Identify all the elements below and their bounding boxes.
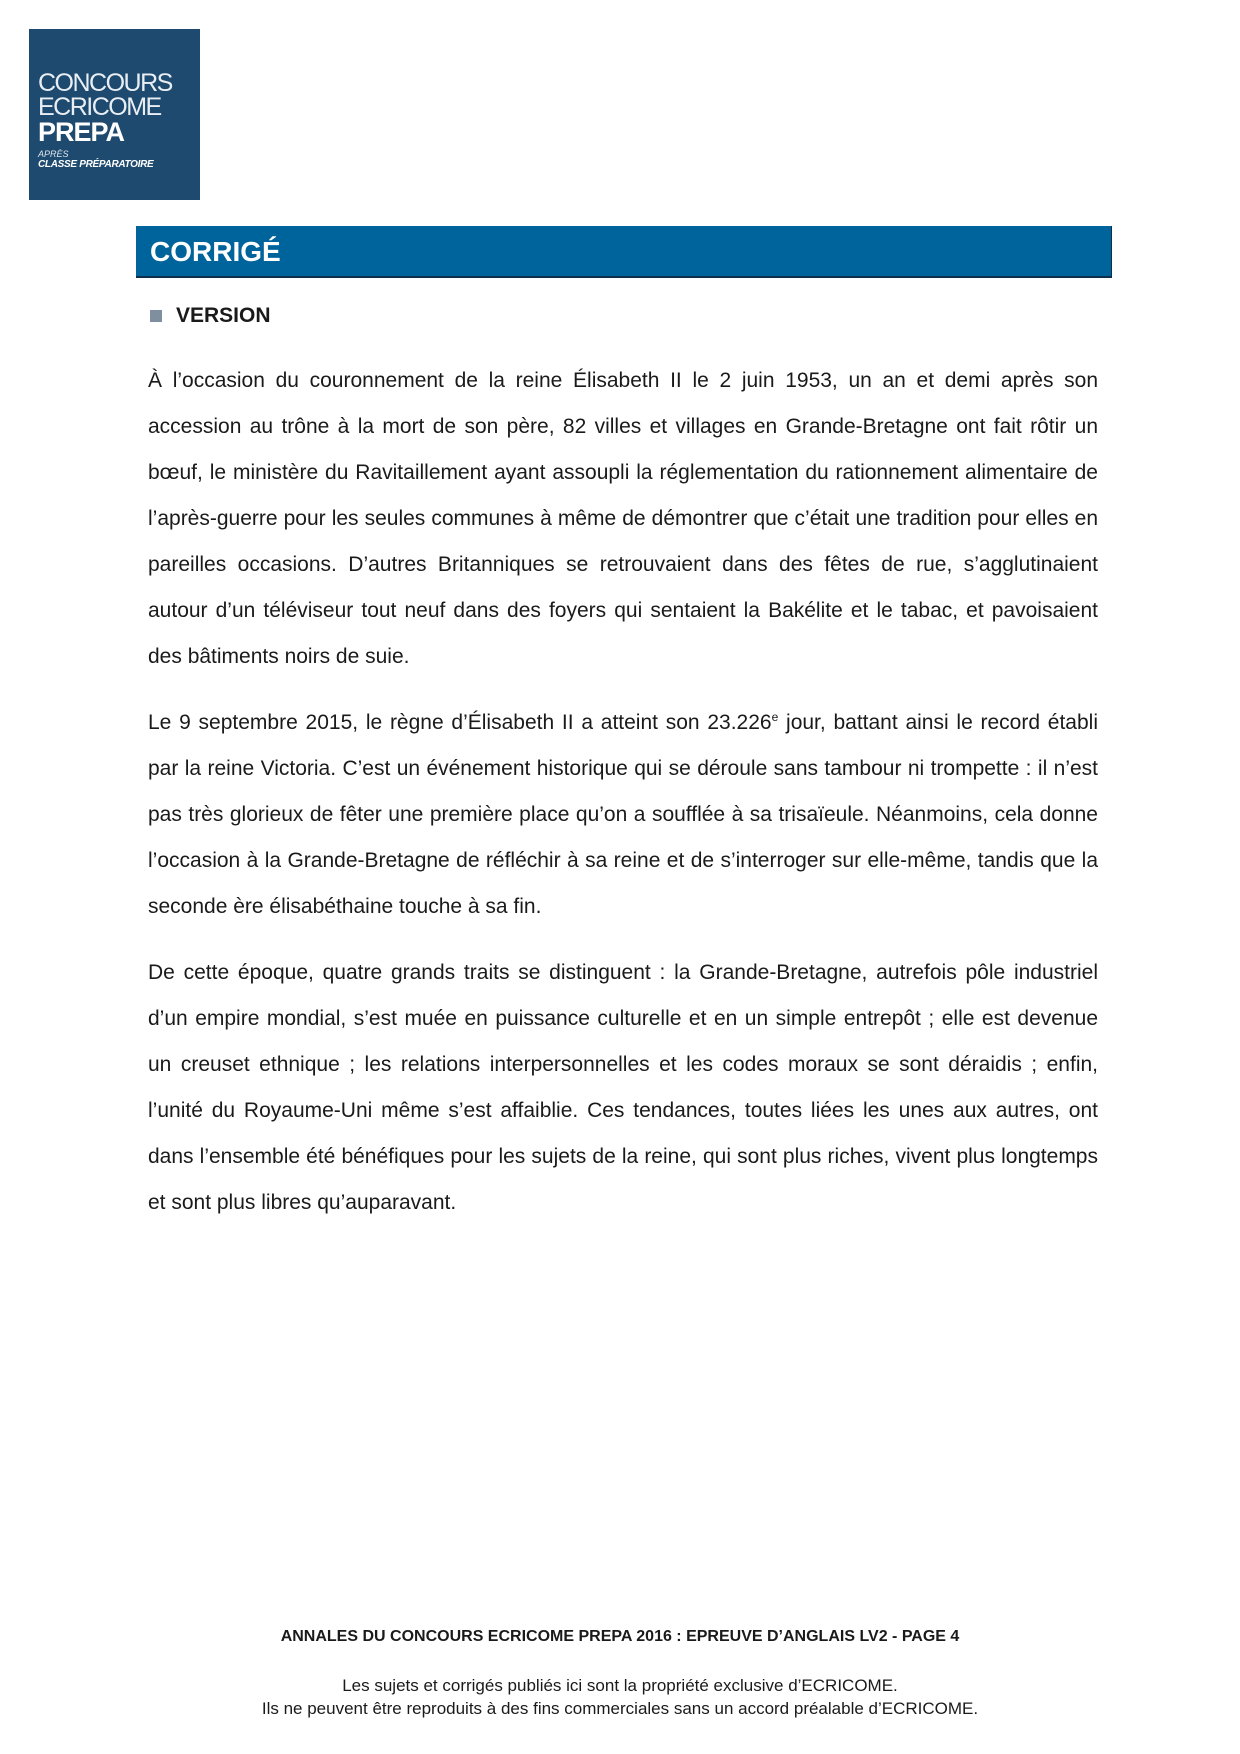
logo-line-apres: APRÈS xyxy=(38,149,69,159)
footer-note-line-1: Les sujets et corrigés publiés ici sont la propriété exclusive d’ECRICOME. xyxy=(342,1676,898,1695)
corrige-banner: CORRIGÉ xyxy=(136,226,1112,278)
paragraph-2-start: Le 9 septembre 2015, le règne d’Élisabeth II a atteint son 23.226 xyxy=(148,711,772,734)
square-bullet-icon xyxy=(150,310,162,322)
ecricome-logo xyxy=(29,29,200,200)
ordinal-superscript: e xyxy=(771,710,779,724)
logo-line-prepa: PREPA xyxy=(38,117,125,147)
logo-line-classe: CLASSE PRÉPARATOIRE xyxy=(38,159,154,170)
logo-line-ecricome: ECRICOME xyxy=(38,93,161,121)
footer-title: ANNALES DU CONCOURS ECRICOME PREPA 2016 : EPREUVE D’ANGLAIS LV2 - PAGE 4 xyxy=(280,1628,960,1645)
logo-line-concours: CONCOURS xyxy=(38,69,172,97)
paragraph-1: À l’occasion du couronnement de la reine Élisabeth II le 2 juin 1953, un an et demi après son accession au trône à la mort de son père, 82 villes et villages en Grande-Bretagne ont fait rôtir un bœuf, le ministère du Ravitaillement ayant assoupli la réglementation du rationnement alimentaire de l’après-guerre pour les seules communes à même de démontrer que c’était une tradition pour elles en pareilles occasions. D’autres Britanniques se retrouvaient dans des fêtes de rue, s’agglutinaient autour d’un téléviseur tout neuf dans des foyers qui sentaient la Bakélite et le tabac, et pavoisaient des bâtiments noirs de suie. xyxy=(148,369,1098,668)
section-label: VERSION xyxy=(176,304,271,327)
paragraph-3: De cette époque, quatre grands traits se distinguent : la Grande-Bretagne, autrefois pôle industriel d’un empire mondial, s’est muée en puissance culturelle et en un simple entrepôt ; elle est devenue un creuset ethnique ; les relations interpersonnelles et les codes moraux se sont déraidis ; enfin, l’unité du Royaume-Uni même s’est affaiblie. Ces tendances, toutes liées les unes aux autres, ont dans l’ensemble été bénéfiques pour les sujets de la reine, qui sont plus riches, vivent plus longtemps et sont plus libres qu’auparavant. xyxy=(148,961,1098,1214)
section-heading xyxy=(150,303,271,329)
footer-note-line-2: Ils ne peuvent être reproduits à des fins commerciales sans un accord préalable d’ECRICOME. xyxy=(261,1699,979,1718)
document-body xyxy=(148,358,1098,1246)
paragraph-2-end: jour, battant ainsi le record établi par la reine Victoria. C’est un événement historique qui se déroule sans tambour ni trompette : il n’est pas très glorieux de fêter une première place qu’on a soufflée à sa trisaïeule. Néanmoins, cela donne l’occasion à la Grande-Bretagne de réfléchir à sa reine et de s’interroger sur elle-même, tandis que la seconde ère élisabéthaine touche à sa fin. xyxy=(148,711,1098,918)
paragraph-2 xyxy=(148,700,1098,930)
footer-copyright-note xyxy=(0,1674,1240,1720)
